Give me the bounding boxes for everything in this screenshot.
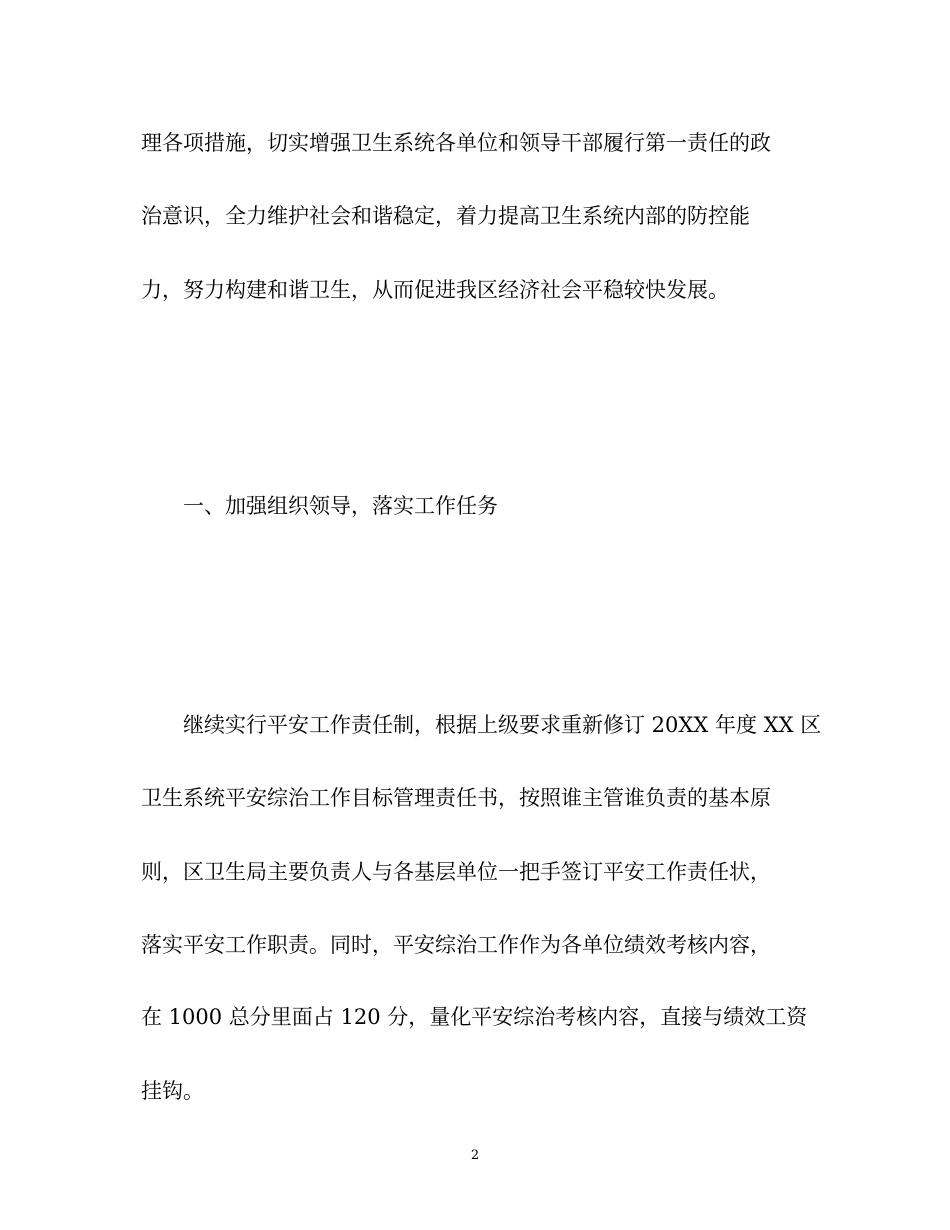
- paragraph-2-line-3: 则，区卫生局主要负责人与各基层单位一把手签订平安工作责任状，: [141, 860, 771, 884]
- paragraph-2-line-5: 在 1000 总分里面占 120 分，量化平安综治考核内容，直接与绩效工资: [141, 1005, 808, 1029]
- paragraph-2-line-6: 挂钩。: [141, 1079, 204, 1103]
- paragraph-1-line-2: 治意识，全力维护社会和谐稳定，着力提高卫生系统内部的防控能: [141, 204, 750, 228]
- section-heading: 一、加强组织领导，落实工作任务: [183, 494, 498, 518]
- paragraph-2-line-1: 继续实行平安工作责任制，根据上级要求重新修订 20XX 年度 XX 区: [183, 713, 822, 737]
- paragraph-1-line-1: 理各项措施，切实增强卫生系统各单位和领导干部履行第一责任的政: [141, 131, 771, 155]
- page-number: 2: [470, 1148, 480, 1163]
- paragraph-1-line-3: 力，努力构建和谐卫生，从而促进我区经济社会平稳较快发展。: [141, 278, 729, 302]
- paragraph-2-line-4: 落实平安工作职责。同时，平安综治工作作为各单位绩效考核内容，: [141, 933, 771, 957]
- paragraph-2-line-2: 卫生系统平安综治工作目标管理责任书，按照谁主管谁负责的基本原: [141, 786, 771, 810]
